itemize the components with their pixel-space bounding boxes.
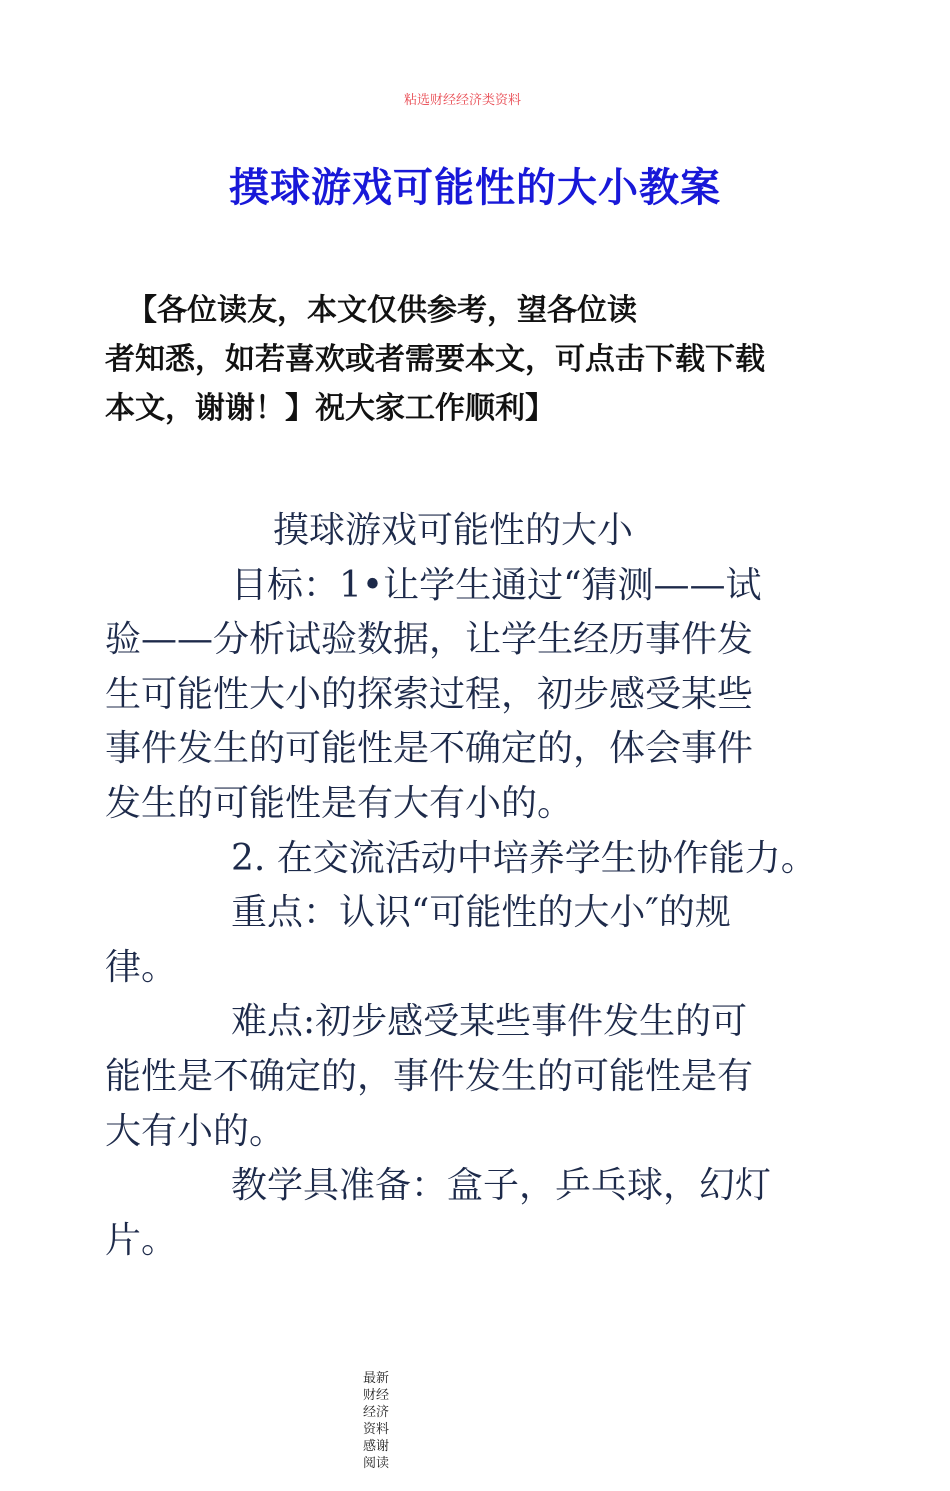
body-line: 教学具准备：盒子，乒乓球，幻灯 [231,1165,772,1207]
body-line: 2. 在交流活动中培养学生协作能力。 [231,837,817,879]
body-line: 大有小的。 [105,1110,286,1152]
notice-line: 本文，谢谢！】祝大家工作顺利】 [105,391,555,426]
body-line: 能性是不确定的，事件发生的可能性是有 [105,1055,754,1097]
body-line: 验——分析试验数据，让学生经历事件发 [105,619,754,661]
header-note: 粘选财经经济类资料 [404,93,522,108]
body-line: 难点:初步感受某些事件发生的可 [231,1001,748,1043]
body-line: 事件发生的可能性是不确定的，体会事件 [105,728,754,770]
body-line: 发生的可能性是有大有小的。 [105,782,574,824]
document-title: 摸球游戏可能性的大小教案 [229,165,721,211]
lesson-heading: 摸球游戏可能性的大小 [273,510,634,551]
reader-notice [105,286,865,433]
notice-line: 【各位读友，本文仅供参考，望各位读 [127,293,637,328]
body-line: 重点：认识“可能性的大小″的规 [231,892,731,934]
body-line: 律。 [105,946,178,988]
lesson-body [105,504,865,1268]
footer-note: 最新财经经济资料感谢阅读 [363,1371,390,1471]
body-line: 片。 [105,1219,178,1261]
notice-line: 者知悉，如若喜欢或者需要本文，可点击下载下载 [105,342,765,377]
body-line: 目标：1•让学生通过“猜测——试 [231,564,762,606]
body-line: 生可能性大小的探索过程，初步感受某些 [105,673,754,715]
